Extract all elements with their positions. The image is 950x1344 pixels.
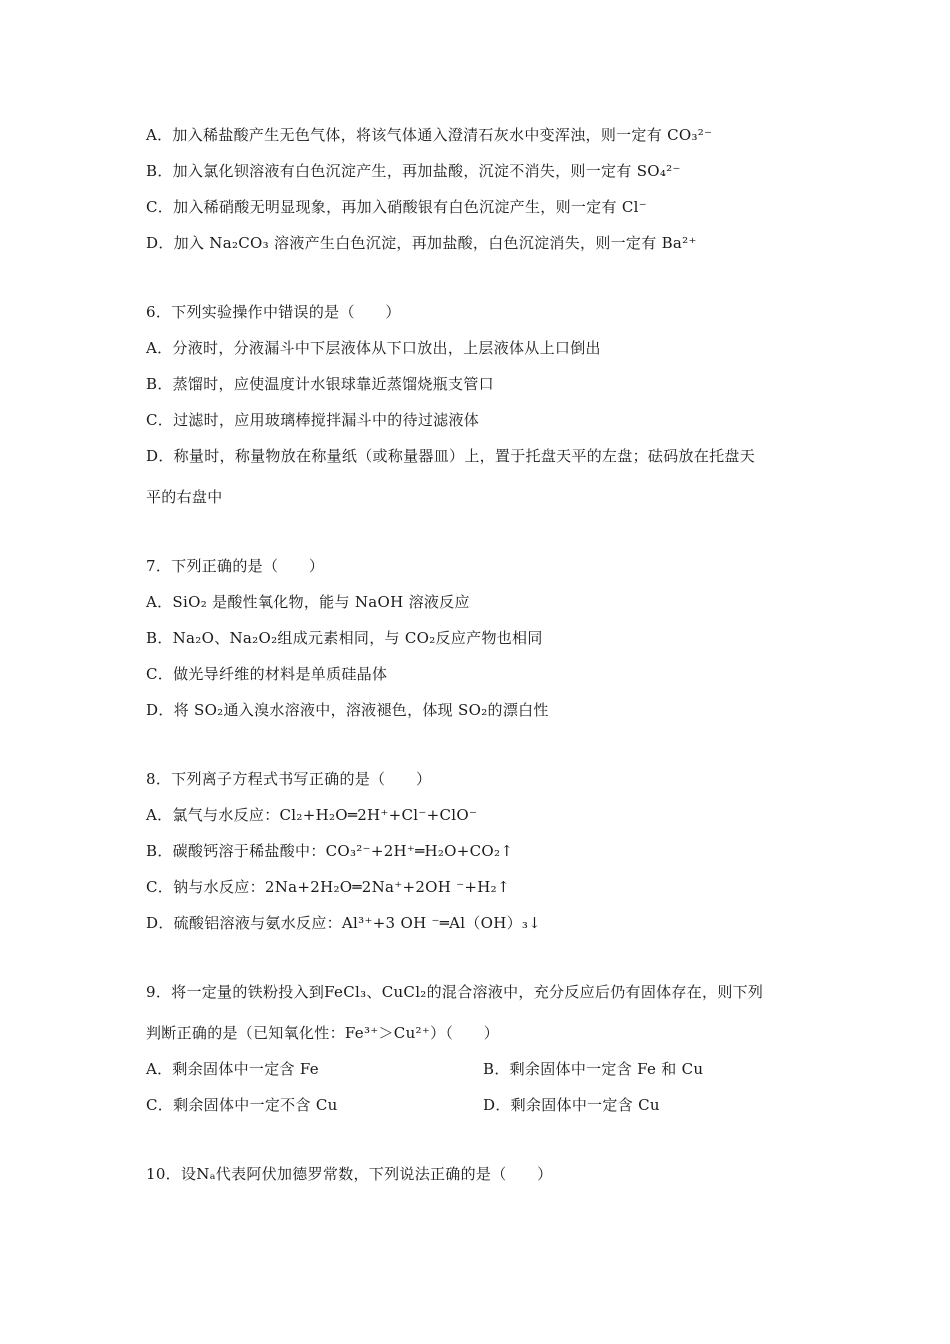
q8-stem: 8．下列离子方程式书写正确的是（ ） <box>146 770 432 788</box>
q9-option-c: C．剩余固体中一定不含 Cu <box>146 1096 338 1114</box>
q6-option-a: A．分液时，分液漏斗中下层液体从下口放出，上层液体从上口倒出 <box>146 339 601 357</box>
q6-option-c: C．过滤时，应用玻璃棒搅拌漏斗中的待过滤液体 <box>146 411 480 429</box>
q7-stem: 7．下列正确的是（ ） <box>146 557 325 575</box>
q8-option-d: D．硫酸铝溶液与氨水反应：Al³⁺+3 OH ⁻═Al（OH）₃↓ <box>146 914 542 932</box>
q5-option-a: A．加入稀盐酸产生无色气体，将该气体通入澄清石灰水中变浑浊，则一定有 CO₃²⁻ <box>146 126 713 144</box>
q5-option-d: D．加入 Na₂CO₃ 溶液产生白色沉淀，再加盐酸，白色沉淀消失，则一定有 Ba²⁺ <box>146 234 697 252</box>
q9-stem-line2: 判断正确的是（已知氧化性：Fe³⁺＞Cu²⁺）（ ） <box>146 1024 500 1042</box>
q8-option-b: B．碳酸钙溶于稀盐酸中：CO₃²⁻+2H⁺═H₂O+CO₂↑ <box>146 842 514 860</box>
q9-option-d: D．剩余固体中一定含 Cu <box>483 1096 660 1114</box>
q8-option-c: C．钠与水反应：2Na+2H₂O═2Na⁺+2OH ⁻+H₂↑ <box>146 878 510 896</box>
q6-option-b: B．蒸馏时，应使温度计水银球靠近蒸馏烧瓶支管口 <box>146 375 494 393</box>
q9-option-a: A．剩余固体中一定含 Fe <box>146 1060 319 1078</box>
q6-stem: 6．下列实验操作中错误的是（ ） <box>146 303 401 321</box>
q6-option-d-line1: D．称量时，称量物放在称量纸（或称量器皿）上，置于托盘天平的左盘；砝码放在托盘天 <box>146 447 756 465</box>
q6-option-d-line2: 平的右盘中 <box>146 488 223 506</box>
q9-option-b: B．剩余固体中一定含 Fe 和 Cu <box>483 1060 704 1078</box>
q7-option-c: C．做光导纤维的材料是单质硅晶体 <box>146 665 388 683</box>
q7-option-d: D．将 SO₂通入溴水溶液中，溶液褪色，体现 SO₂的漂白性 <box>146 701 549 719</box>
q10-stem: 10．设Nₐ代表阿伏加德罗常数，下列说法正确的是（ ） <box>146 1165 553 1183</box>
q9-stem-line1: 9．将一定量的铁粉投入到FeCl₃、CuCl₂的混合溶液中，充分反应后仍有固体存在，则下列 <box>146 983 764 1001</box>
q5-option-c: C．加入稀硝酸无明显现象，再加入硝酸银有白色沉淀产生，则一定有 Cl⁻ <box>146 198 647 216</box>
q7-option-b: B．Na₂O、Na₂O₂组成元素相同，与 CO₂反应产物也相同 <box>146 629 543 647</box>
q5-option-b: B．加入氯化钡溶液有白色沉淀产生，再加盐酸，沉淀不消失，则一定有 SO₄²⁻ <box>146 162 681 180</box>
q7-option-a: A．SiO₂ 是酸性氧化物，能与 NaOH 溶液反应 <box>146 593 470 611</box>
q8-option-a: A．氯气与水反应：Cl₂+H₂O═2H⁺+Cl⁻+ClO⁻ <box>146 806 478 824</box>
